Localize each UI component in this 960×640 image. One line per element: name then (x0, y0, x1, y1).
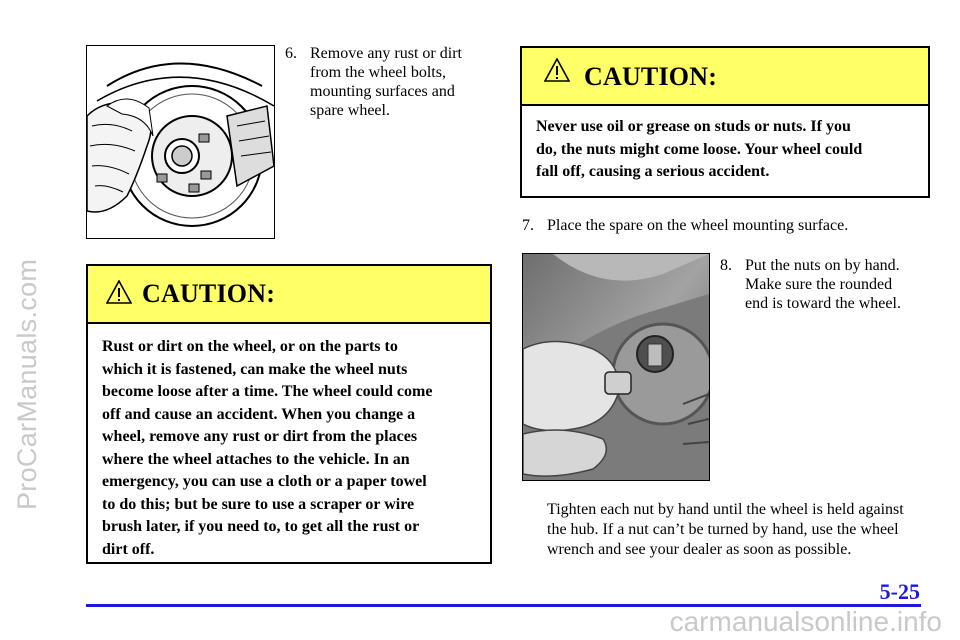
caution-line: off and cause an accident. When you change a (102, 405, 416, 423)
hand-threading-nut-photo (523, 254, 709, 480)
tighten-line: Tighten each nut by hand until the wheel is held against (547, 501, 904, 518)
step-7-number: 7. (522, 217, 534, 234)
caution-line: brush later, if you need to, to get all the rust or (102, 518, 420, 535)
caution-body (88, 324, 490, 571)
wheel-cleaning-figure (86, 45, 275, 239)
step-6-number: 6. (285, 45, 297, 62)
caution-line: Rust or dirt on the wheel, or on the parts to (102, 338, 398, 355)
caution-title: CAUTION: (584, 62, 718, 91)
caution-title: CAUTION: (142, 279, 276, 308)
step-6-line: from the wheel bolts, (310, 64, 446, 81)
step-6-line: spare wheel. (310, 102, 390, 119)
step-8 (720, 256, 935, 316)
caution-line: to do this; but be sure to use a scraper or wire (102, 495, 415, 513)
caution-box-oil (520, 46, 930, 198)
step-8-text (745, 256, 901, 313)
tighten-line: wrench and see your dealer as soon as possible. (547, 541, 852, 558)
step-6 (285, 44, 490, 124)
step-8-line: end is toward the wheel. (745, 295, 901, 312)
caution-line: do, the nuts might come loose. Your wheel could (536, 140, 863, 158)
step-7 (522, 216, 932, 236)
step-6-line: Remove any rust or dirt (310, 45, 462, 62)
step-7-text: Place the spare on the wheel mounting surface. (547, 217, 849, 234)
caution-header (522, 48, 928, 106)
step-8-number: 8. (720, 257, 732, 274)
warning-triangle-icon (106, 280, 132, 304)
warning-triangle-icon (544, 58, 570, 82)
caution-line: become loose after a time. The wheel could come (102, 383, 433, 400)
bottom-watermark: carmanualsonline.info (669, 606, 942, 637)
step-8-line: Make sure the rounded (745, 276, 893, 293)
caution-line: dirt off. (102, 540, 155, 558)
page-number: 5-25 (879, 579, 920, 604)
caution-line: where the wheel attaches to the vehicle. In an (102, 450, 410, 468)
caution-header (88, 266, 490, 324)
caution-line: fall off, causing a serious accident. (536, 163, 770, 180)
step-6-line: mounting surfaces and (310, 83, 455, 100)
nut-install-figure (522, 253, 710, 481)
caution-box-rust (86, 264, 492, 564)
wheel-hub-cleaning-illustration (87, 46, 274, 238)
tighten-note (547, 500, 932, 560)
caution-body (522, 106, 928, 194)
caution-line: wheel, remove any rust or dirt from the places (102, 428, 418, 445)
caution-line: emergency, you can use a cloth or a paper towel (102, 473, 427, 490)
step-6-text (310, 44, 462, 120)
step-8-line: Put the nuts on by hand. (745, 257, 900, 274)
caution-line: which it is fastened, can make the wheel nuts (102, 360, 408, 378)
tighten-line: the hub. If a nut can’t be turned by hand, use the wheel (547, 521, 899, 538)
side-watermark: ProCarManuals.com (12, 258, 42, 510)
caution-line: Never use oil or grease on studs or nuts. If you (536, 118, 851, 135)
